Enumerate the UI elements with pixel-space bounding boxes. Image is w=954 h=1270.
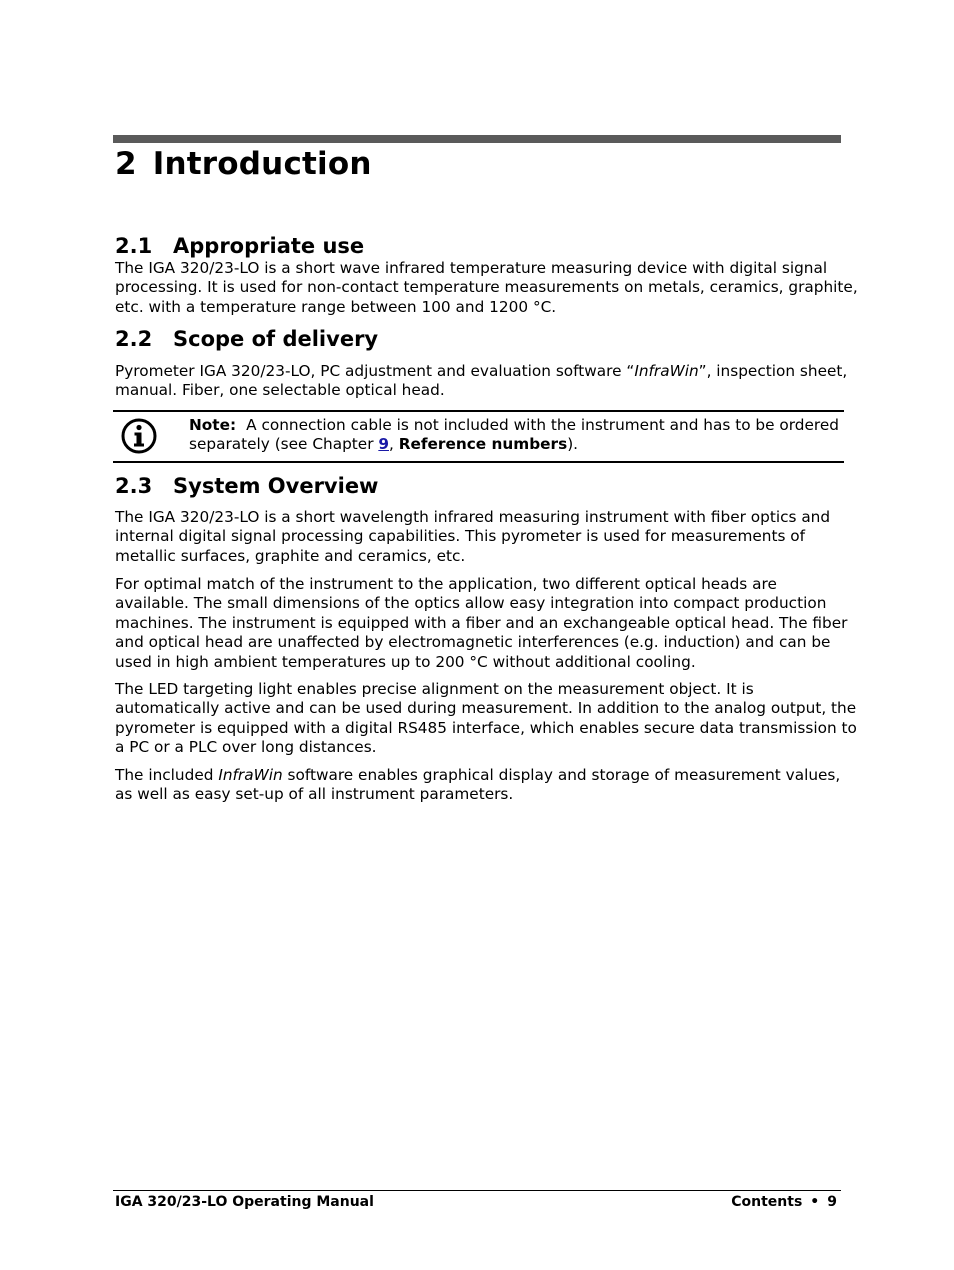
text-line: For optimal match of the instrument to the application, two different optical heads are (115, 575, 777, 593)
software-name: InfraWin (634, 362, 699, 380)
text-line: metallic surfaces, graphite and ceramics, etc. (115, 546, 466, 565)
section-number: 2.3 (115, 474, 153, 498)
note-top-rule (113, 410, 844, 412)
text-line: available. The small dimensions of the optics allow easy integration into compact production (115, 594, 827, 613)
text-run: separately (see Chapter (189, 435, 379, 454)
text-line: used in high ambient temperatures up to 200 °C without additional cooling. (115, 652, 696, 671)
scope-of-delivery-paragraph (115, 362, 848, 401)
text-line: The IGA 320/23-LO is a short wave infrared temperature measuring device with digital signal (115, 259, 828, 277)
software-name: InfraWin (218, 766, 283, 784)
text-line (115, 766, 845, 785)
chapter-heading (115, 146, 372, 182)
text-line (189, 435, 839, 454)
text-line: manual. Fiber, one selectable optical head. (115, 381, 445, 400)
footer-page-info (731, 1194, 837, 1210)
section-title: Appropriate use (173, 234, 365, 258)
text-line: internal digital signal processing capabilities. This pyrometer is used for measurements of (115, 527, 806, 546)
section-title: Scope of delivery (173, 327, 379, 351)
text-run: software enables graphical display and storage of measurement values, (282, 766, 841, 784)
appropriate-use-paragraph (115, 259, 858, 317)
note-text (189, 416, 839, 455)
system-overview-paragraph-3 (115, 680, 857, 758)
chapter-link[interactable]: 9 (378, 435, 389, 454)
page-number: 9 (827, 1194, 837, 1210)
text-run: Pyrometer IGA 320/23-LO, PC adjustment and evaluation software “ (115, 362, 635, 380)
section-number: 2.1 (115, 234, 153, 258)
reference-title: Reference numbers (398, 435, 568, 454)
section-heading-system-overview (115, 474, 378, 498)
system-overview-paragraph-4 (115, 766, 845, 805)
section-number: 2.2 (115, 327, 153, 351)
text-line: pyrometer is equipped with a digital RS485 interface, which enables secure data transmission to (115, 718, 857, 737)
text-line: The IGA 320/23-LO is a short wavelength infrared measuring instrument with fiber optics and (115, 508, 831, 526)
note-bottom-rule (113, 461, 844, 463)
text-line: machines. The instrument is equipped with a fiber and an exchangeable optical head. The fiber (115, 613, 848, 632)
text-run: ”, inspection sheet, (698, 362, 848, 380)
text-run: The included (115, 766, 219, 784)
section-title: System Overview (173, 474, 379, 498)
text-run: ). (567, 435, 579, 454)
text-run: , (389, 435, 399, 454)
section-heading-scope-of-delivery (115, 327, 378, 351)
text-run: A connection cable is not included with the instrument and has to be ordered (246, 416, 839, 434)
text-line: a PC or a PLC over long distances. (115, 738, 377, 757)
info-icon (120, 417, 158, 455)
text-line: processing. It is used for non-contact temperature measurements on metals, ceramics, graphite, (115, 278, 858, 297)
chapter-title: Introduction (152, 146, 372, 182)
text-line (115, 362, 848, 381)
footer-manual-title: IGA 320/23-LO Operating Manual (115, 1194, 374, 1210)
footer-bullet: • (810, 1194, 820, 1210)
text-line: automatically active and can be used during measurement. In addition to the analog output, the (115, 699, 857, 718)
text-line (189, 416, 839, 435)
note-label: Note: (189, 416, 237, 434)
footer-section-label: Contents (731, 1194, 803, 1210)
text-line: and optical head are unaffected by electromagnetic interferences (e.g. induction) and can be (115, 633, 831, 652)
section-heading-appropriate-use (115, 234, 364, 258)
text-line: as well as easy set-up of all instrument parameters. (115, 785, 514, 804)
system-overview-paragraph-2 (115, 575, 848, 672)
footer-rule (113, 1190, 841, 1191)
chapter-top-rule (113, 135, 841, 143)
text-line: The LED targeting light enables precise alignment on the measurement object. It is (115, 680, 754, 698)
system-overview-paragraph-1 (115, 508, 845, 566)
text-line: etc. with a temperature range between 100 and 1200 °C. (115, 297, 557, 316)
chapter-number: 2 (115, 146, 137, 182)
